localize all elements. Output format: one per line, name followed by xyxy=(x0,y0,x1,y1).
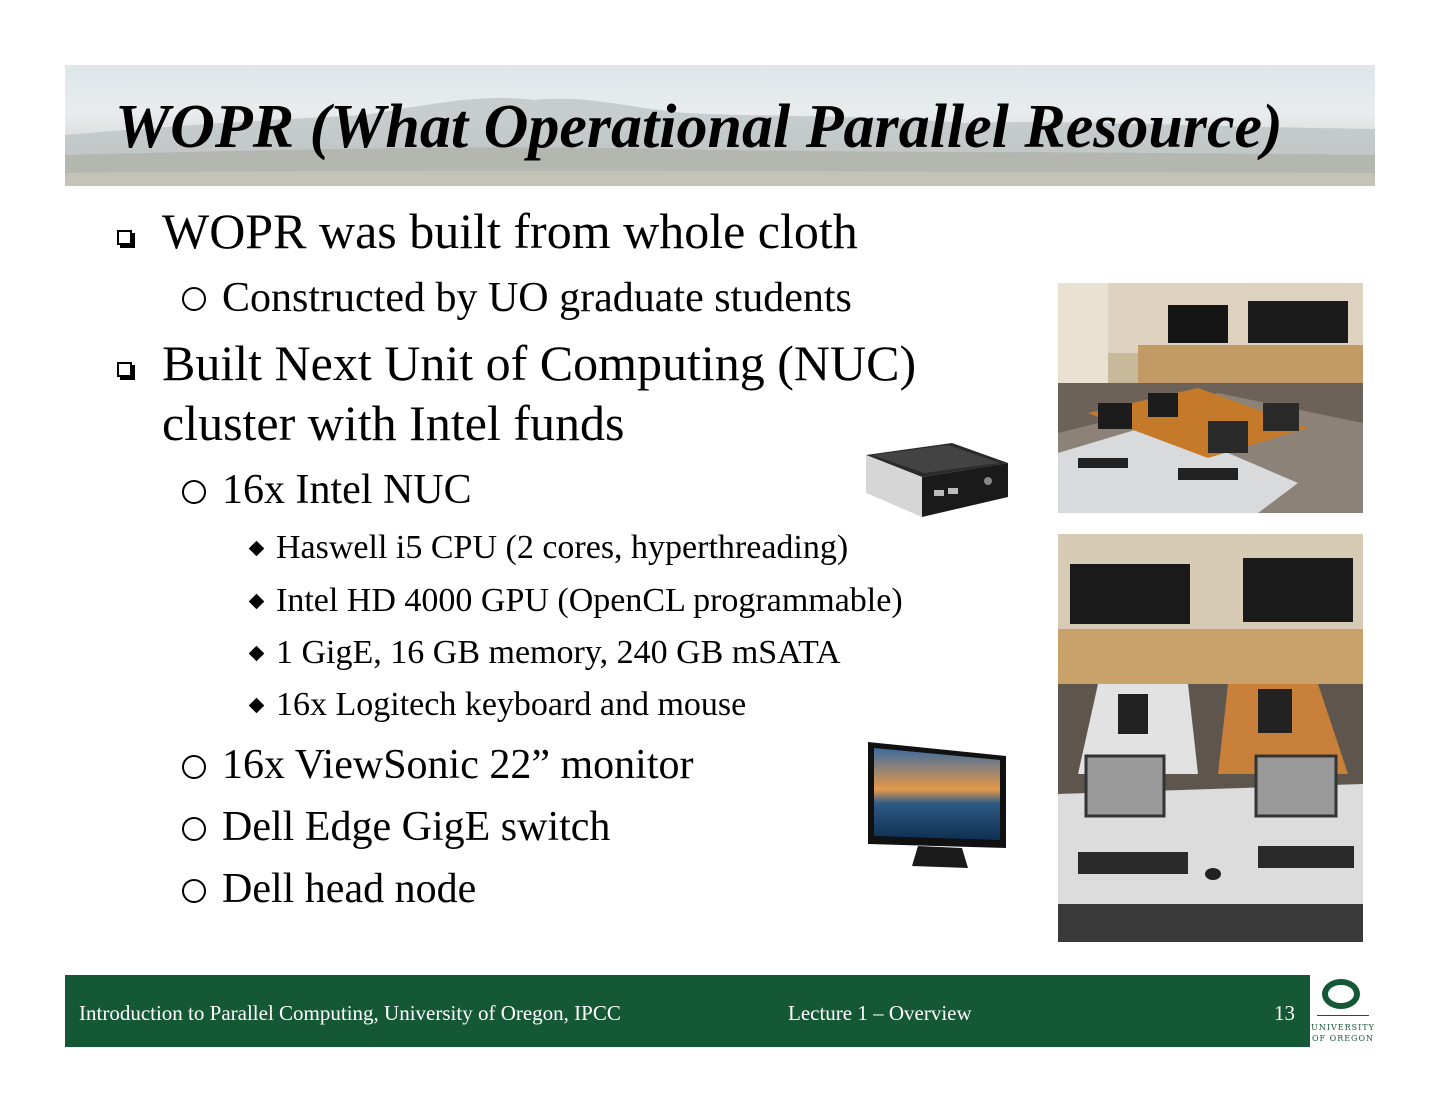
bullet-nuc-line1: Built Next Unit of Computing (NUC) xyxy=(162,335,917,391)
square-bullet-icon xyxy=(117,230,132,245)
square-bullet-icon xyxy=(117,362,132,377)
diamond-bullet-icon xyxy=(249,541,265,557)
footer-lecture: Lecture 1 – Overview xyxy=(788,1001,972,1025)
lab-photo-top xyxy=(1058,283,1363,513)
circle-bullet-icon xyxy=(182,755,206,779)
bullet-haswell: Haswell i5 CPU (2 cores, hyperthreading) xyxy=(276,529,849,566)
diamond-bullet-icon xyxy=(249,646,265,662)
slide-footer xyxy=(65,975,1310,1047)
circle-bullet-icon xyxy=(182,480,206,504)
lab-photo-bottom xyxy=(1058,534,1363,942)
bullet-dell-head: Dell head node xyxy=(222,866,477,912)
diamond-bullet-icon xyxy=(249,594,265,610)
footer-page-number: 13 xyxy=(1274,1001,1295,1025)
bullet-constructed-by: Constructed by UO graduate students xyxy=(222,275,852,321)
intel-nuc-image xyxy=(862,435,1010,521)
circle-bullet-icon xyxy=(182,879,206,903)
logo-divider xyxy=(1317,1015,1369,1016)
bullet-built-from-cloth: WOPR was built from whole cloth xyxy=(162,203,858,259)
bullet-nuc-line2: cluster with Intel funds xyxy=(162,395,625,451)
oregon-o-icon xyxy=(1322,979,1360,1009)
bullet-intel-nuc: 16x Intel NUC xyxy=(222,467,472,513)
footer-course: Introduction to Parallel Computing, University of Oregon, IPCC xyxy=(79,1001,621,1025)
bullet-gige-memory: 1 GigE, 16 GB memory, 240 GB mSATA xyxy=(276,634,841,671)
university-of-oregon-logo xyxy=(1311,975,1375,1047)
bullet-dell-switch: Dell Edge GigE switch xyxy=(222,804,611,850)
slide-title: WOPR (What Operational Parallel Resource) xyxy=(115,93,1283,161)
diamond-bullet-icon xyxy=(249,698,265,714)
circle-bullet-icon xyxy=(182,817,206,841)
circle-bullet-icon xyxy=(182,287,206,311)
logo-line1: UNIVERSITY xyxy=(1311,1023,1375,1032)
logo-line2: OF OREGON xyxy=(1311,1034,1375,1043)
bullet-logitech: 16x Logitech keyboard and mouse xyxy=(276,686,747,723)
viewsonic-monitor-image xyxy=(866,740,1010,874)
bullet-viewsonic: 16x ViewSonic 22” monitor xyxy=(222,742,694,788)
bullet-intel-hd: Intel HD 4000 GPU (OpenCL programmable) xyxy=(276,582,903,619)
